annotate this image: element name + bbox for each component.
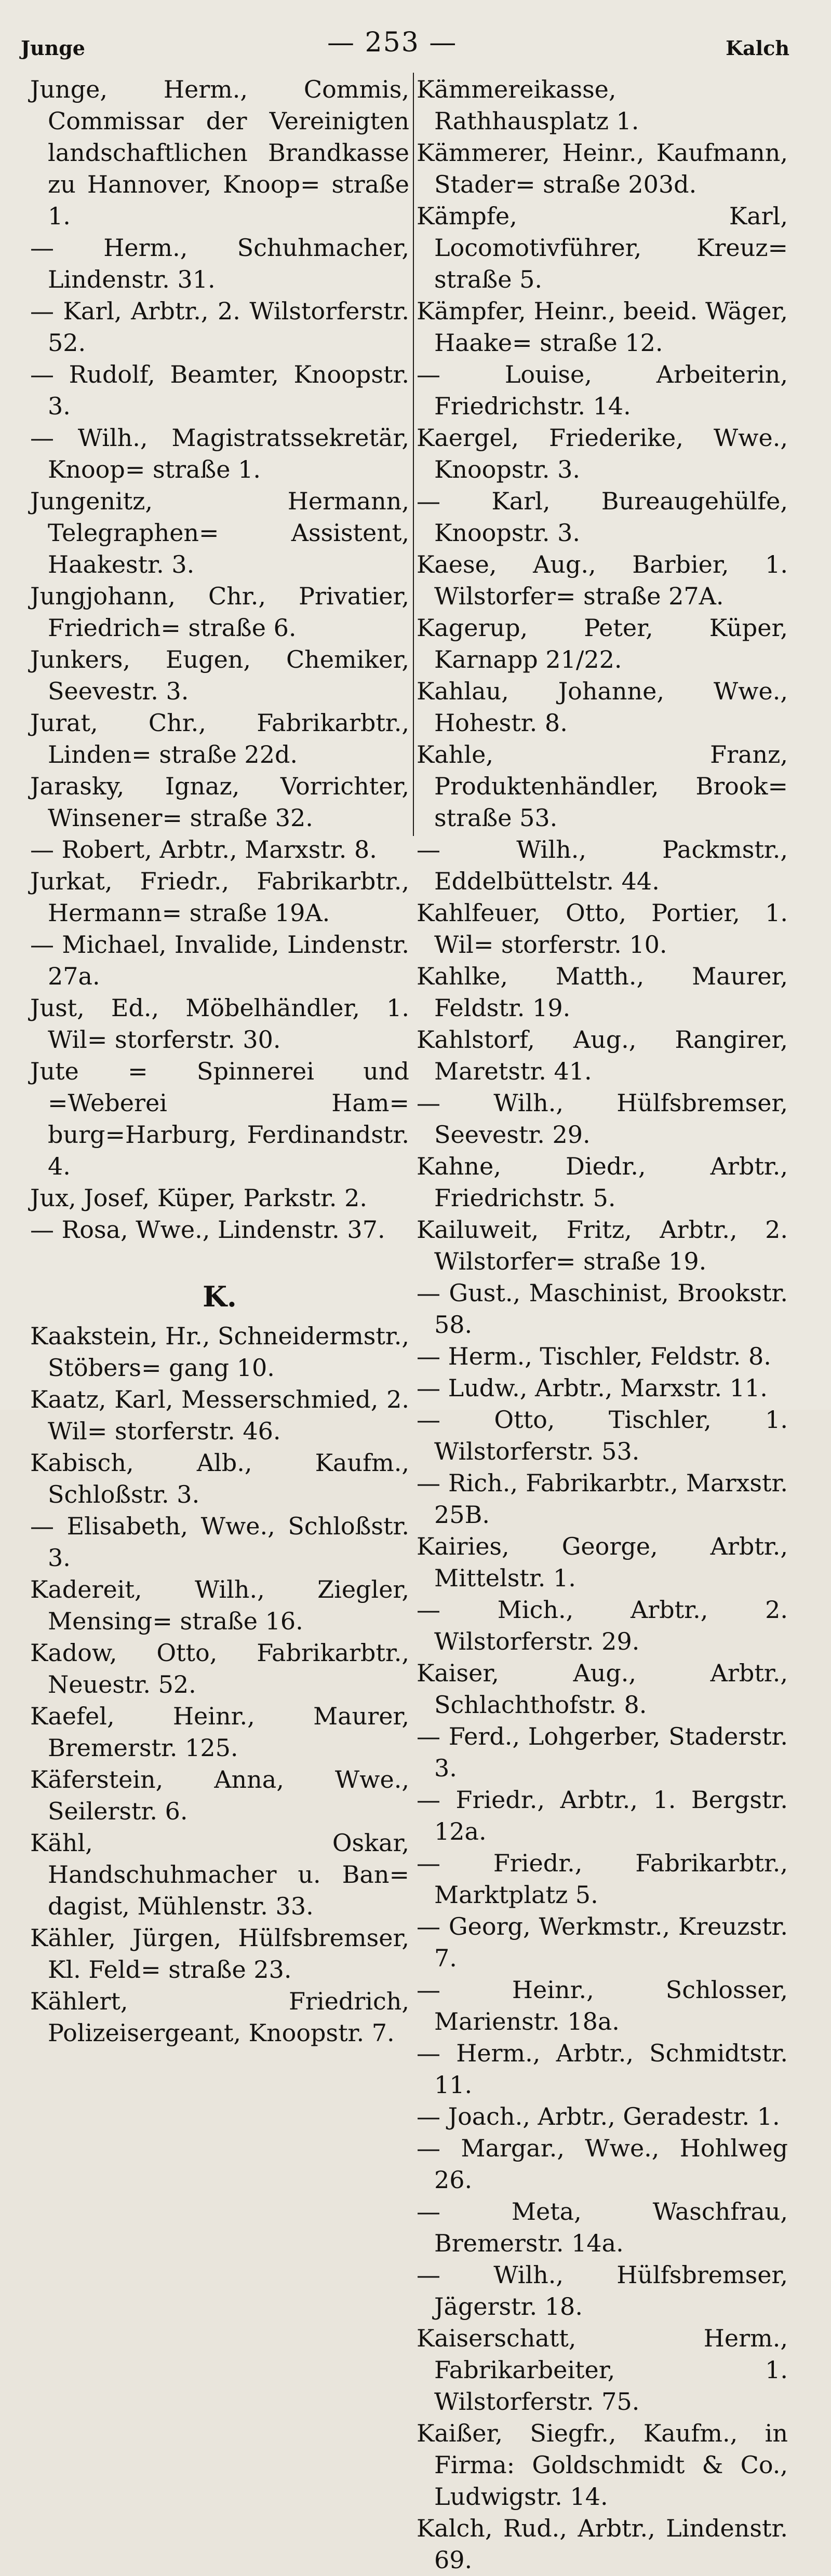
directory-entry: Jungjohann, Chr., Privatier, Friedrich= straße 6.: [30, 582, 409, 642]
directory-entry: Kahlfeuer, Otto, Portier, 1. Wil= storferstr. 10.: [417, 899, 788, 959]
directory-entry: Kämpfer, Heinr., beeid. Wäger, Haake= straße 12.: [417, 297, 788, 357]
left-entries-before-section: [30, 74, 409, 1246]
directory-entry: Jarasky, Ignaz, Vorrichter, Winsener= straße 32.: [30, 772, 409, 832]
directory-entry: Kaese, Aug., Barbier, 1. Wilstorfer= straße 27A.: [417, 550, 788, 610]
directory-entry: Junkers, Eugen, Chemiker, Seevestr. 3.: [30, 645, 409, 705]
directory-entry: — Ludw., Arbtr., Marxstr. 11.: [417, 1374, 768, 1402]
directory-entry: — Robert, Arbtr., Marxstr. 8.: [30, 835, 377, 864]
right-entries: [417, 74, 788, 2576]
directory-entry: Junge, Herm., Commis, Commissar der Vereinigten landschaftlichen Brandkasse zu Hannover, Knoop= straße 1.: [30, 75, 409, 230]
directory-entry: Kadow, Otto, Fabrikarbtr., Neuestr. 52.: [30, 1639, 409, 1698]
directory-entry: — Georg, Werkmstr., Kreuzstr. 7.: [417, 1912, 788, 1972]
directory-entry: — Wilh., Hülfsbremser, Seevestr. 29.: [417, 1089, 788, 1149]
directory-entry: Kähler, Jürgen, Hülfsbremser, Kl. Feld= straße 23.: [30, 1924, 409, 1984]
directory-entry: — Friedr., Fabrikarbtr., Marktplatz 5.: [417, 1849, 788, 1909]
directory-entry: Kabisch, Alb., Kaufm., Schloßstr. 3.: [30, 1449, 409, 1508]
directory-entry: — Louise, Arbeiterin, Friedrichstr. 14.: [417, 360, 788, 420]
section-letter: K.: [203, 1280, 237, 1313]
directory-entry: Jute = Spinnerei und =Weberei Ham= burg=Harburg, Ferdinandstr. 4.: [30, 1057, 409, 1180]
directory-entry: Kählert, Friedrich, Polizeisergeant, Knoopstr. 7.: [30, 1987, 409, 2047]
directory-entry: — Meta, Waschfrau, Bremerstr. 14a.: [417, 2197, 788, 2257]
directory-entry: Kahlstorf, Aug., Rangirer, Maretstr. 41.: [417, 1026, 788, 1085]
directory-entry: Kämmerer, Heinr., Kaufmann, Stader= straße 203d.: [417, 139, 788, 198]
page-number: — 253 —: [327, 27, 458, 58]
directory-entry: Kahlke, Matth., Maurer, Feldstr. 19.: [417, 962, 788, 1022]
directory-entry: — Mich., Arbtr., 2. Wilstorferstr. 29.: [417, 1596, 788, 1655]
directory-entry: — Elisabeth, Wwe., Schloßstr. 3.: [30, 1512, 409, 1572]
directory-entry: Kaergel, Friederike, Wwe., Knoopstr. 3.: [417, 424, 788, 483]
directory-entry: — Rudolf, Beamter, Knoopstr. 3.: [30, 360, 409, 420]
directory-entry: — Wilh., Magistratssekretär, Knoop= straße 1.: [30, 424, 409, 483]
right-column: [417, 74, 788, 2576]
directory-entry: Kahne, Diedr., Arbtr., Friedrichstr. 5.: [417, 1152, 788, 1212]
left-entries-after-section: [30, 1320, 409, 2049]
directory-entry: Kahle, Franz, Produktenhändler, Brook= straße 53.: [417, 740, 788, 832]
directory-entry: Kadereit, Wilh., Ziegler, Mensing= straße 16.: [30, 1575, 409, 1635]
directory-entry: — Ferd., Lohgerber, Staderstr. 3.: [417, 1722, 788, 1782]
directory-entry: Kaefel, Heinr., Maurer, Bremerstr. 125.: [30, 1702, 409, 1762]
directory-entry: Just, Ed., Möbelhändler, 1. Wil= storferstr. 30.: [30, 994, 409, 1054]
column-divider: [413, 73, 414, 836]
directory-entry: Kaiser, Aug., Arbtr., Schlachthofstr. 8.: [417, 1659, 788, 1719]
directory-entry: — Michael, Invalide, Lindenstr. 27a.: [30, 930, 409, 990]
directory-entry: Kähl, Oskar, Handschuhmacher u. Ban= dagist, Mühlenstr. 33.: [30, 1829, 409, 1920]
directory-entry: — Wilh., Packmstr., Eddelbüttelstr. 44.: [417, 835, 788, 895]
header-last-name: Kalch: [726, 36, 789, 60]
directory-entry: Kalch, Rud., Arbtr., Lindenstr. 69.: [417, 2514, 788, 2574]
directory-entry: — Herm., Schuhmacher, Lindenstr. 31.: [30, 234, 409, 293]
directory-entry: Jux, Josef, Küper, Parkstr. 2.: [30, 1184, 368, 1212]
directory-entry: Jungenitz, Hermann, Telegraphen= Assistent, Haakestr. 3.: [30, 487, 409, 578]
left-column: [30, 74, 409, 2049]
directory-entry: — Karl, Arbtr., 2. Wilstorferstr. 52.: [30, 297, 409, 357]
directory-entry: Kagerup, Peter, Küper, Karnapp 21/22.: [417, 614, 788, 673]
directory-entry: — Joach., Arbtr., Geradestr. 1.: [417, 2102, 780, 2130]
directory-entry: — Wilh., Hülfsbremser, Jägerstr. 18.: [417, 2261, 788, 2321]
directory-entry: Kaakstein, Hr., Schneidermstr., Stöbers= gang 10.: [30, 1322, 409, 1382]
directory-entry: Kaißer, Siegfr., Kaufm., in Firma: Goldschmidt & Co., Ludwigstr. 14.: [417, 2419, 788, 2511]
directory-entry: Kahlau, Johanne, Wwe., Hohestr. 8.: [417, 677, 788, 737]
directory-entry: — Friedr., Arbtr., 1. Bergstr. 12a.: [417, 1786, 788, 1845]
directory-entry: — Rosa, Wwe., Lindenstr. 37.: [30, 1216, 385, 1244]
directory-entry: Jurat, Chr., Fabrikarbtr., Linden= straße 22d.: [30, 709, 409, 768]
header-first-name: Junge: [21, 36, 85, 60]
directory-entry: Kairies, George, Arbtr., Mittelstr. 1.: [417, 1532, 788, 1592]
directory-entry: — Karl, Bureaugehülfe, Knoopstr. 3.: [417, 487, 788, 547]
directory-entry: — Otto, Tischler, 1. Wilstorferstr. 53.: [417, 1406, 788, 1465]
directory-entry: Kaiserschatt, Herm., Fabrikarbeiter, 1. Wilstorferstr. 75.: [417, 2324, 788, 2416]
directory-entry: Kämmereikasse, Rathhausplatz 1.: [417, 75, 639, 135]
directory-entry: — Heinr., Schlosser, Marienstr. 18a.: [417, 1976, 788, 2035]
directory-entry: — Rich., Fabrikarbtr., Marxstr. 25B.: [417, 1469, 788, 1529]
directory-entry: — Gust., Maschinist, Brookstr. 58.: [417, 1279, 788, 1339]
directory-entry: Jurkat, Friedr., Fabrikarbtr., Hermann= straße 19A.: [30, 867, 409, 927]
directory-entry: Käferstein, Anna, Wwe., Seilerstr. 6.: [30, 1765, 409, 1825]
directory-entry: — Herm., Arbtr., Schmidtstr. 11.: [417, 2039, 788, 2099]
directory-entry: — Margar., Wwe., Hohlweg 26.: [417, 2134, 788, 2194]
directory-entry: Kailuweit, Fritz, Arbtr., 2. Wilstorfer= straße 19.: [417, 1216, 788, 1275]
page-header: [21, 21, 789, 60]
directory-entry: Kämpfe, Karl, Locomotivführer, Kreuz= straße 5.: [417, 202, 788, 293]
directory-entry: — Herm., Tischler, Feldstr. 8.: [417, 1342, 771, 1370]
directory-entry: Kaatz, Karl, Messerschmied, 2. Wil= storferstr. 46.: [30, 1385, 409, 1445]
